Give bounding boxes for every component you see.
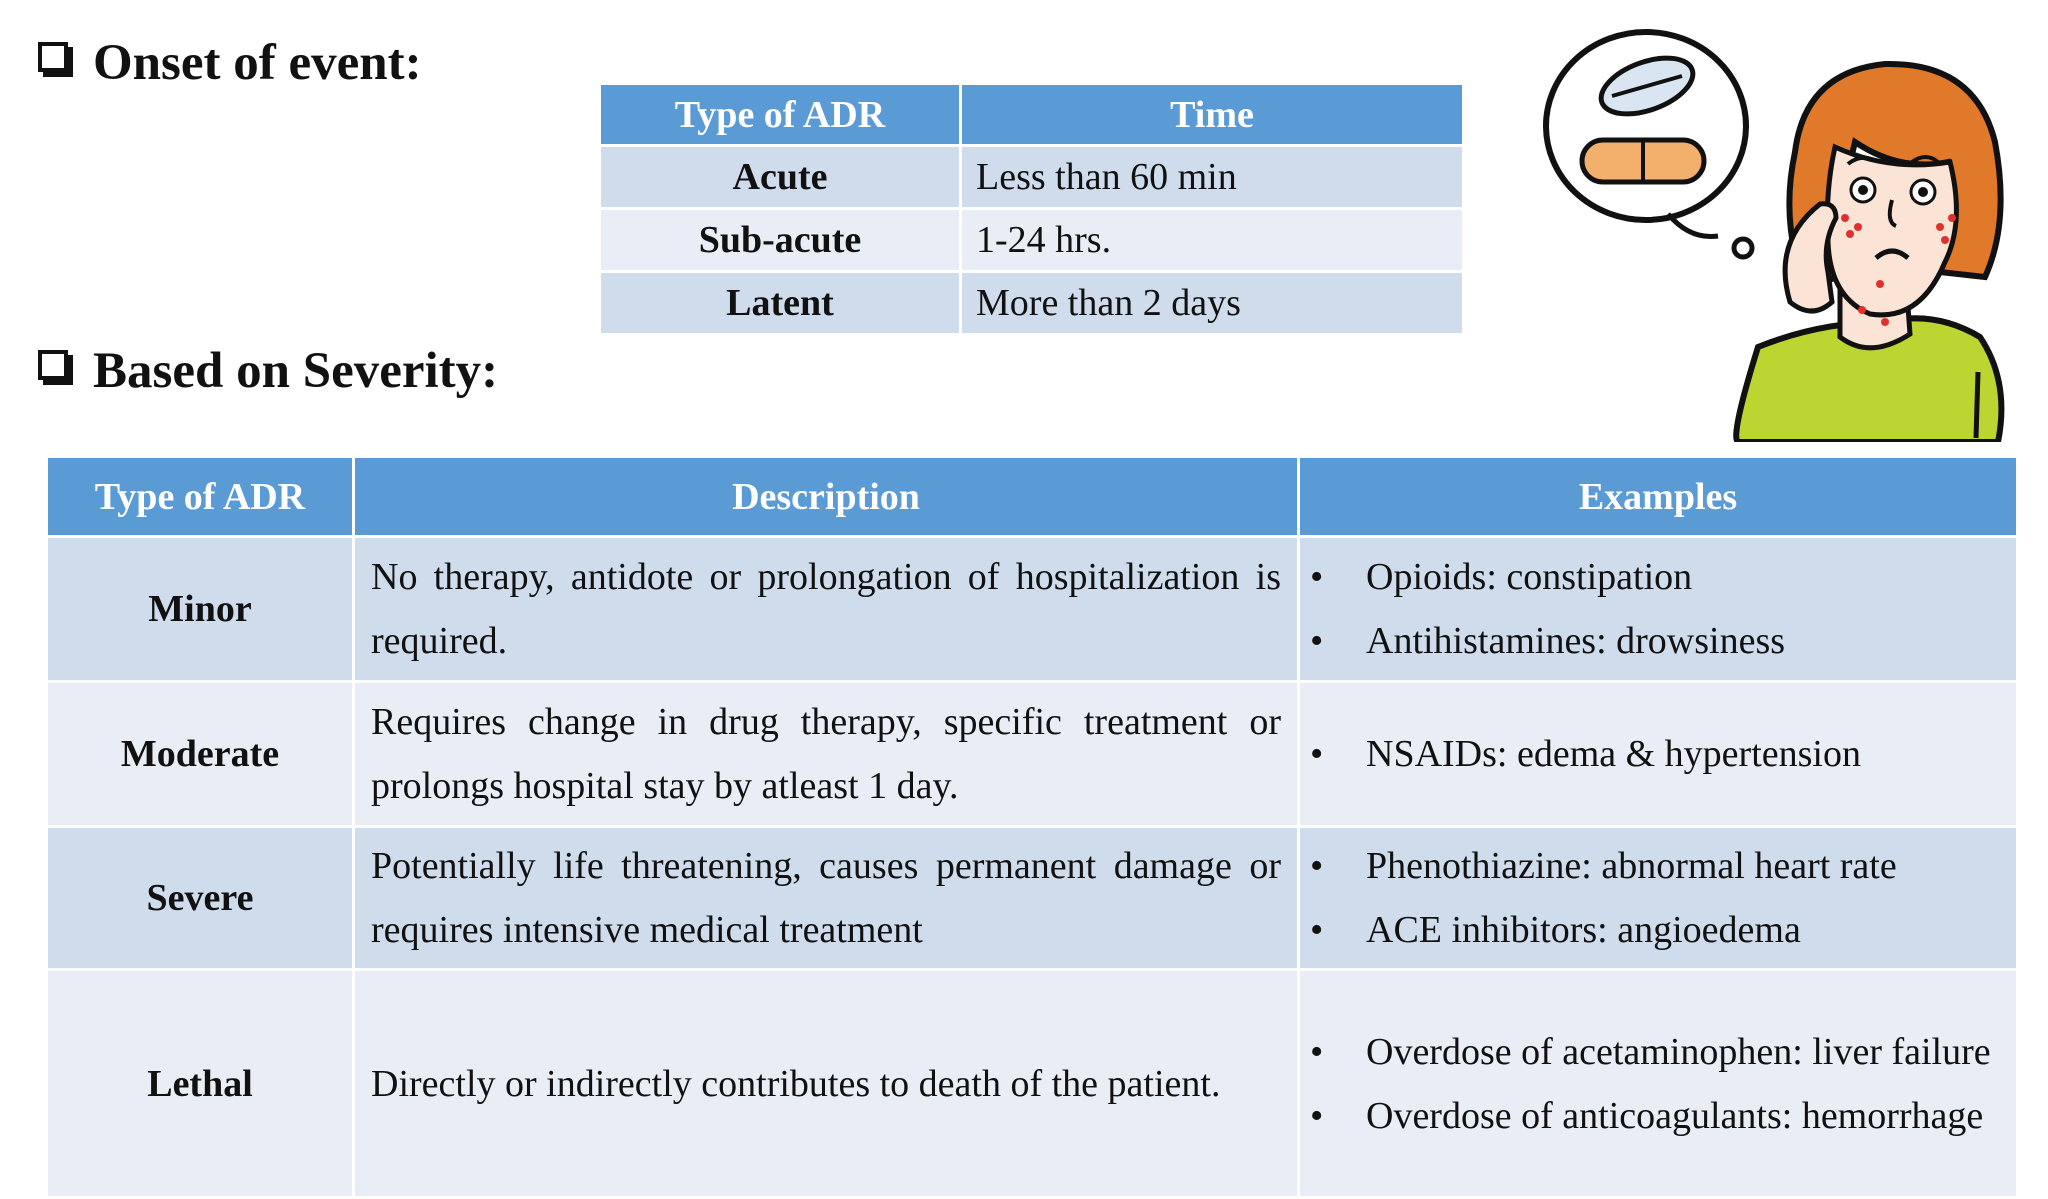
severity-examples-cell	[1299, 827, 2018, 970]
checkbox-bullet-icon	[38, 350, 68, 380]
severity-type-cell: Lethal	[47, 970, 354, 1198]
example-item	[1310, 898, 2002, 962]
severity-type-cell: Severe	[47, 827, 354, 970]
example-item	[1310, 722, 2002, 786]
example-item	[1310, 609, 2002, 673]
onset-header-type: Type of ADR	[600, 84, 961, 146]
severity-table-header	[47, 457, 2018, 537]
onset-time-cell: Less than 60 min	[961, 146, 1464, 209]
severity-heading	[38, 343, 499, 399]
example-item	[1310, 545, 2002, 609]
onset-heading-text: Onset of event:	[93, 35, 422, 91]
example-text: Antihistamines: drowsiness	[1366, 620, 1786, 662]
onset-heading	[38, 35, 422, 91]
severity-table	[45, 455, 2019, 1199]
example-text: Opioids: constipation	[1366, 556, 1693, 598]
severity-type-cell: Minor	[47, 537, 354, 682]
bullet-icon: •	[1310, 1094, 1324, 1137]
severity-header-type: Type of ADR	[47, 457, 354, 537]
example-item	[1310, 834, 2002, 898]
example-text: Overdose of anticoagulants: hemorrhage	[1366, 1094, 1984, 1137]
onset-time-cell: More than 2 days	[961, 272, 1464, 335]
bullet-icon: •	[1310, 620, 1324, 662]
severity-examples-cell	[1299, 682, 2018, 827]
onset-type-cell: Acute	[600, 146, 961, 209]
bullet-icon: •	[1310, 845, 1324, 887]
table-row	[600, 209, 1464, 272]
severity-description-cell: Requires change in drug therapy, specific treatment or prolongs hospital stay by atleast 1 day.	[354, 682, 1299, 827]
onset-header-time: Time	[961, 84, 1464, 146]
example-text: NSAIDs: edema & hypertension	[1366, 733, 1861, 775]
example-text: ACE inhibitors: angioedema	[1366, 909, 1801, 951]
table-row	[47, 537, 2018, 682]
onset-type-cell: Latent	[600, 272, 961, 335]
severity-header-description: Description	[354, 457, 1299, 537]
onset-type-cell: Sub-acute	[600, 209, 961, 272]
severity-description-cell: Potentially life threatening, causes permanent damage or requires intensive medical treatment	[354, 827, 1299, 970]
table-row	[600, 146, 1464, 209]
bullet-icon: •	[1310, 1030, 1324, 1073]
table-row	[47, 827, 2018, 970]
checkbox-bullet-icon	[38, 42, 68, 72]
onset-time-cell: 1-24 hrs.	[961, 209, 1464, 272]
severity-heading-text: Based on Severity:	[93, 343, 499, 399]
severity-header-examples: Examples	[1299, 457, 2018, 537]
example-text: Phenothiazine: abnormal heart rate	[1366, 845, 1897, 887]
severity-description-cell: Directly or indirectly contributes to death of the patient.	[354, 970, 1299, 1198]
severity-type-cell: Moderate	[47, 682, 354, 827]
onset-table	[598, 82, 1465, 336]
table-row	[47, 970, 2018, 1198]
severity-examples-cell	[1299, 970, 2018, 1198]
example-text: Overdose of acetaminophen: liver failure	[1366, 1030, 1991, 1073]
severity-examples-cell	[1299, 537, 2018, 682]
onset-table-header	[600, 84, 1464, 146]
table-row	[47, 682, 2018, 827]
severity-description-cell: No therapy, antidote or prolongation of hospitalization is required.	[354, 537, 1299, 682]
bullet-icon: •	[1310, 733, 1324, 775]
example-item	[1310, 1084, 2002, 1148]
bullet-icon: •	[1310, 909, 1324, 951]
example-item	[1310, 1020, 2002, 1084]
table-row	[600, 272, 1464, 335]
bullet-icon: •	[1310, 556, 1324, 598]
woman-with-rash-thinking-of-pills-icon	[1540, 22, 2030, 442]
